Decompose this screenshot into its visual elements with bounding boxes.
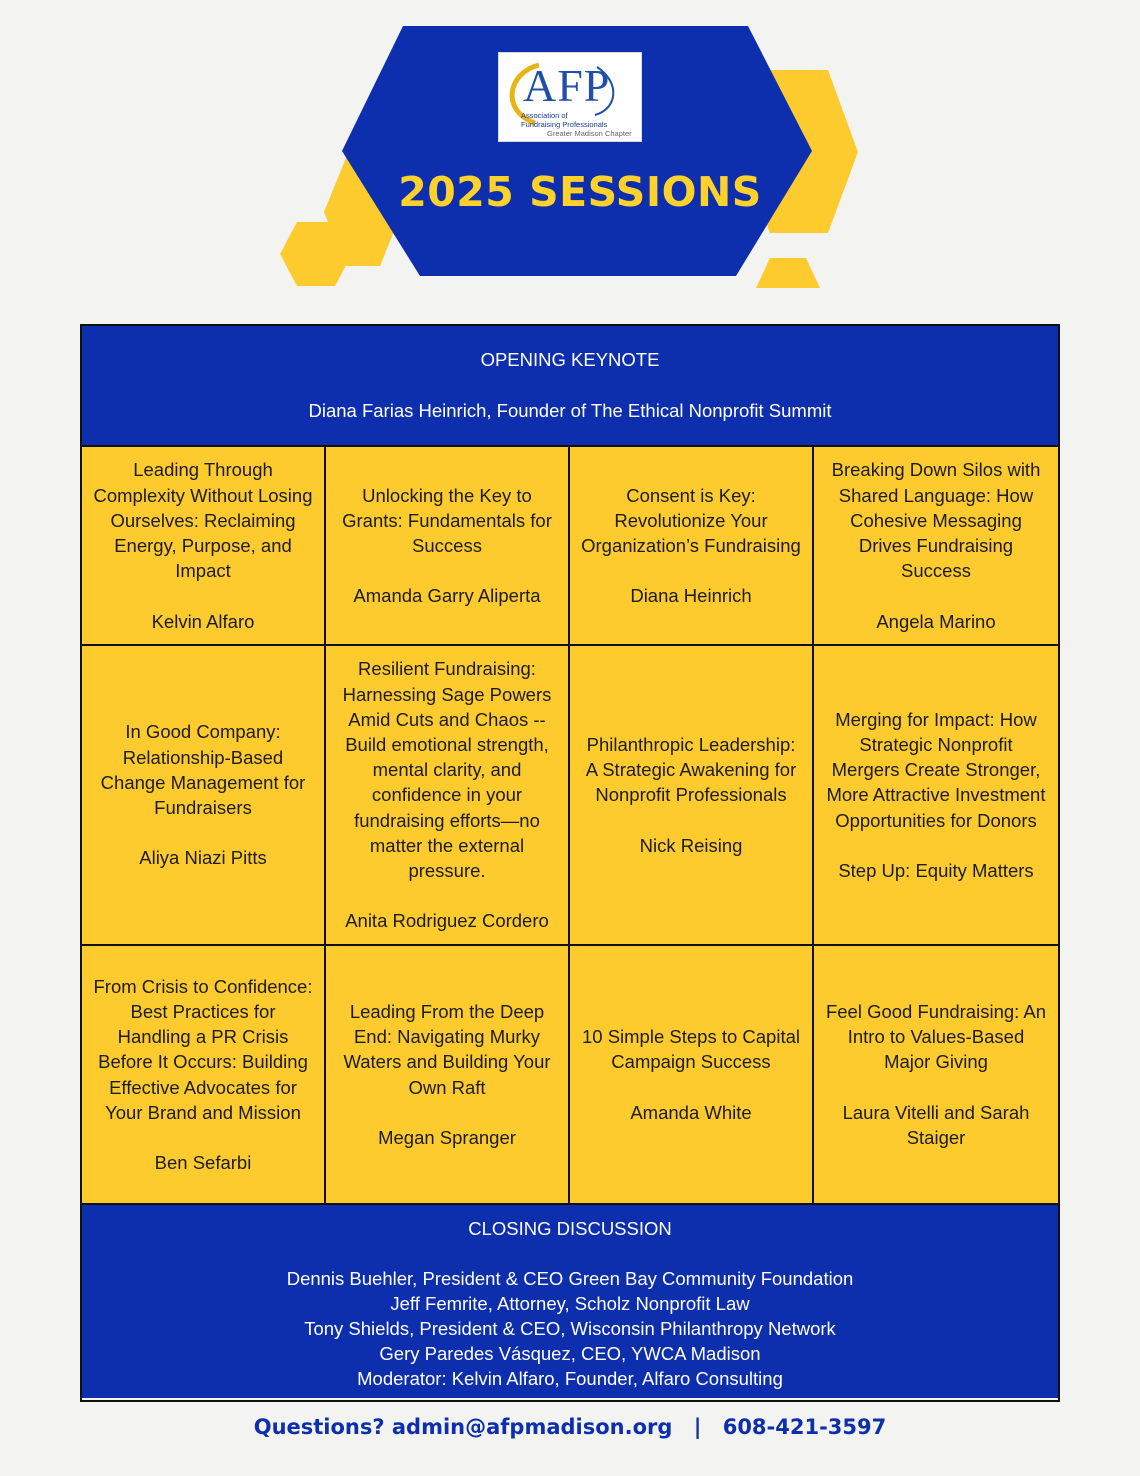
session-speaker: Amanda White [630,1101,752,1123]
logo-line-2: Fundraising Professionals [521,120,608,129]
session-title: Leading From the Deep End: Navigating Murky Waters and Building Your Own Raft [343,1000,551,1098]
panelist: Gery Paredes Vásquez, CEO, YWCA Madison [379,1343,761,1364]
session-cell [82,447,326,646]
session-title: Resilient Fundraising: Harnessing Sage Powers Amid Cuts and Chaos -- Build emotional strength, mental clarity, and confidence in your fundraising efforts—no matter the external pressure. [342,658,552,882]
closing-discussion-band [82,1205,1058,1398]
session-cell [326,646,570,946]
session-speaker: Kelvin Alfaro [151,610,255,632]
contact-phone[interactable]: 608-421-3597 [722,1415,887,1439]
session-title: Consent is Key: Revolutionize Your Organization’s Fundraising [581,484,801,556]
session-cell [570,646,814,946]
questions-label: Questions? [253,1415,385,1439]
session-title: From Crisis to Confidence: Best Practices for Handling a PR Crisis Before It Occurs: Building Effective Advocates for Your Brand and Mission [93,975,313,1123]
logo-subtitle [521,111,639,138]
footer-separator: | [693,1415,702,1439]
session-cell [82,946,326,1205]
session-speaker: Step Up: Equity Matters [838,860,1034,881]
opening-keynote-band [82,326,1058,447]
contact-footer [0,1410,1140,1444]
panelist: Dennis Buehler, President & CEO Green Bay Community Foundation [286,1268,854,1289]
session-speaker: Amanda Garry Aliperta [353,585,541,607]
session-speaker: Ben Sefarbi [154,1152,252,1174]
contact-email[interactable]: admin@afpmadison.org [391,1415,673,1439]
session-cell [326,946,570,1205]
session-title: 10 Simple Steps to Capital Campaign Success [581,1026,800,1073]
sessions-grid [82,447,1058,1205]
opening-heading: OPENING KEYNOTE [480,349,660,370]
session-title: Leading Through Complexity Without Losing Ourselves: Reclaiming Energy, Purpose, and Impact [93,459,313,582]
session-cell [82,646,326,946]
header-graphic [0,0,1140,300]
session-speaker: Aliya Niazi Pitts [139,847,267,869]
session-speaker: Diana Heinrich [630,585,752,607]
session-title: Breaking Down Silos with Shared Language: How Cohesive Messaging Drives Fundraising Success [831,459,1041,582]
session-title: Feel Good Fundraising: An Intro to Values-Based Major Giving [825,1000,1047,1073]
panelist: Jeff Femrite, Attorney, Scholz Nonprofit Law [390,1293,750,1314]
logo-letters: AFP [523,60,611,111]
session-cell [814,946,1058,1205]
session-title: Unlocking the Key to Grants: Fundamentals for Success [342,484,552,556]
closing-heading: CLOSING DISCUSSION [468,1218,672,1239]
panelist: Tony Shields, President & CEO, Wisconsin Philanthropy Network [304,1318,836,1339]
session-cell [326,447,570,646]
session-cell [814,646,1058,946]
logo-line-3: Greater Madison Chapter [547,129,632,138]
opening-speaker: Diana Farias Heinrich, Founder of The Ethical Nonprofit Summit [308,400,832,421]
panelist: Moderator: Kelvin Alfaro, Founder, Alfaro Consulting [357,1368,783,1389]
session-schedule [80,324,1060,1402]
session-title: In Good Company: Relationship-Based Change Management for Fundraisers [100,721,306,818]
hexagon-shape-small-right [756,258,820,288]
session-cell [570,447,814,646]
session-cell [570,946,814,1205]
session-title: Merging for Impact: How Strategic Nonprofit Mergers Create Stronger, More Attractive Investment Opportunities for Donors [826,708,1046,831]
session-speaker: Megan Spranger [378,1126,516,1148]
session-speaker: Nick Reising [639,834,743,856]
session-cell [814,447,1058,646]
session-speaker: Anita Rodriguez Cordero [345,910,549,932]
session-speaker: Angela Marino [876,610,996,632]
hexagon-decoration [0,0,1140,300]
afp-logo [498,52,642,142]
logo-line-1: Association of [521,111,568,120]
session-speaker: Laura Vitelli and Sarah Staiger [842,1101,1030,1148]
session-title: Philanthropic Leadership: A Strategic Awakening for Nonprofit Professionals [585,734,797,806]
page-title: 2025 SESSIONS [398,168,762,216]
